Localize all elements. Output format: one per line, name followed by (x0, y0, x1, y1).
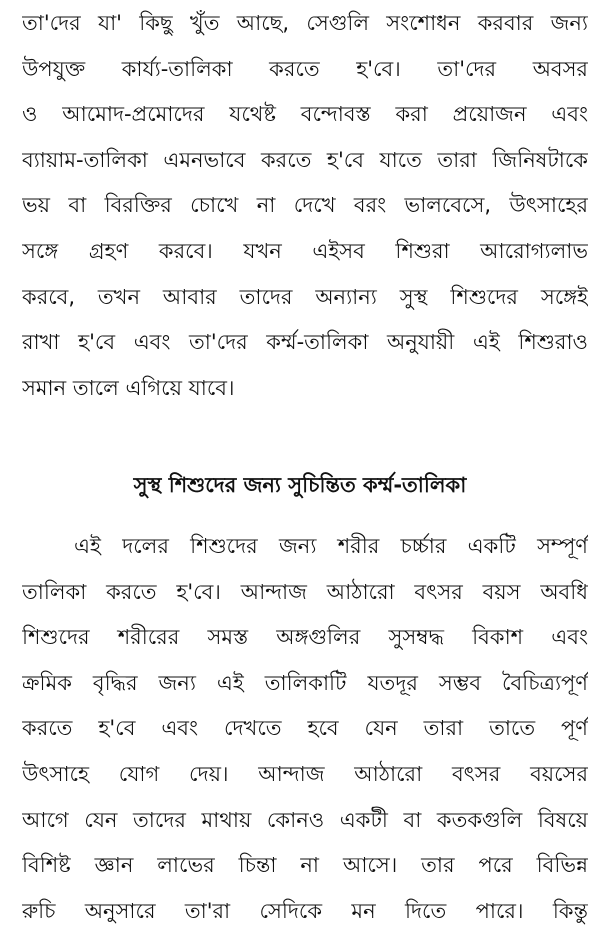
text-line: আগে যেন তাদের মাথায় কোনও একটী বা কতকগুলি বিষয়ে (22, 807, 588, 832)
text-line: তা'দের যা' কিছু খুঁত আছে, সেগুলি সংশোধন করবার জন্য (22, 11, 588, 35)
text-line: রুচি অনুসারে তা'রা সেদিকে মন দিতে পারে। কিন্তু (22, 898, 588, 923)
text-line: তালিকা করতে হ'বে। আন্দাজ আঠারো বৎসর বয়স অবধি (22, 579, 588, 604)
text-line: সঙ্গে গ্রহণ করবে। যখন এইসব শিশুরা আরোগ্যলাভ (22, 238, 588, 263)
text-line: ও আমোদ-প্রমোদের যথেষ্ট বন্দোবস্ত করা প্রয়োজন এবং (22, 102, 588, 127)
text-line: ক্রমিক বৃদ্ধির জন্য এই তালিকাটি যতদূর সম্ভব বৈচিত্র্যপূর্ণ (22, 670, 588, 695)
text-line: ভয় বা বিরক্তির চোখে না দেখে বরং ভালবেসে, উৎসাহের (22, 193, 588, 218)
text-line: এই দলের শিশুদের জন্য শরীর চর্চ্চার একটি সম্পূর্ণ (74, 534, 588, 558)
text-line: করবে, তখন আবার তাদের অন্যান্য সুস্থ শিশুদের সঙ্গেই (22, 284, 588, 309)
text-line: করতে হ'বে এবং দেখতে হবে যেন তারা তাতে পূর্ণ (22, 716, 588, 741)
text-line: রাখা হ'বে এবং তা'দের কর্ম্ম-তালিকা অনুযায়ী এই শিশুরাও (22, 330, 588, 355)
paragraph-section-body (22, 524, 588, 934)
text-line: উপযুক্ত কার্য্য-তালিকা করতে হ'বে। তা'দের অবসর (22, 56, 588, 81)
text-line: ব্যায়াম-তালিকা এমনভাবে করতে হ'বে যাতে তারা জিনিষটাকে (22, 147, 588, 172)
text-line: উৎসাহে যোগ দেয়। আন্দাজ আঠারো বৎসর বয়সের (22, 761, 588, 786)
section-heading: সুস্থ শিশুদের জন্য সুচিন্তিত কর্ম্ম-তালিকা (133, 473, 467, 497)
text-line: সমান তালে এগিয়ে যাবে। (22, 375, 235, 400)
paragraph-continued (22, 1, 588, 411)
text-line: বিশিষ্ট জ্ঞান লাভের চিন্তা না আসে। তার পরে বিভিন্ন (22, 853, 588, 878)
text-line: শিশুদের শরীরের সমস্ত অঙ্গগুলির সুসম্বদ্ধ বিকাশ এবং (22, 625, 588, 650)
